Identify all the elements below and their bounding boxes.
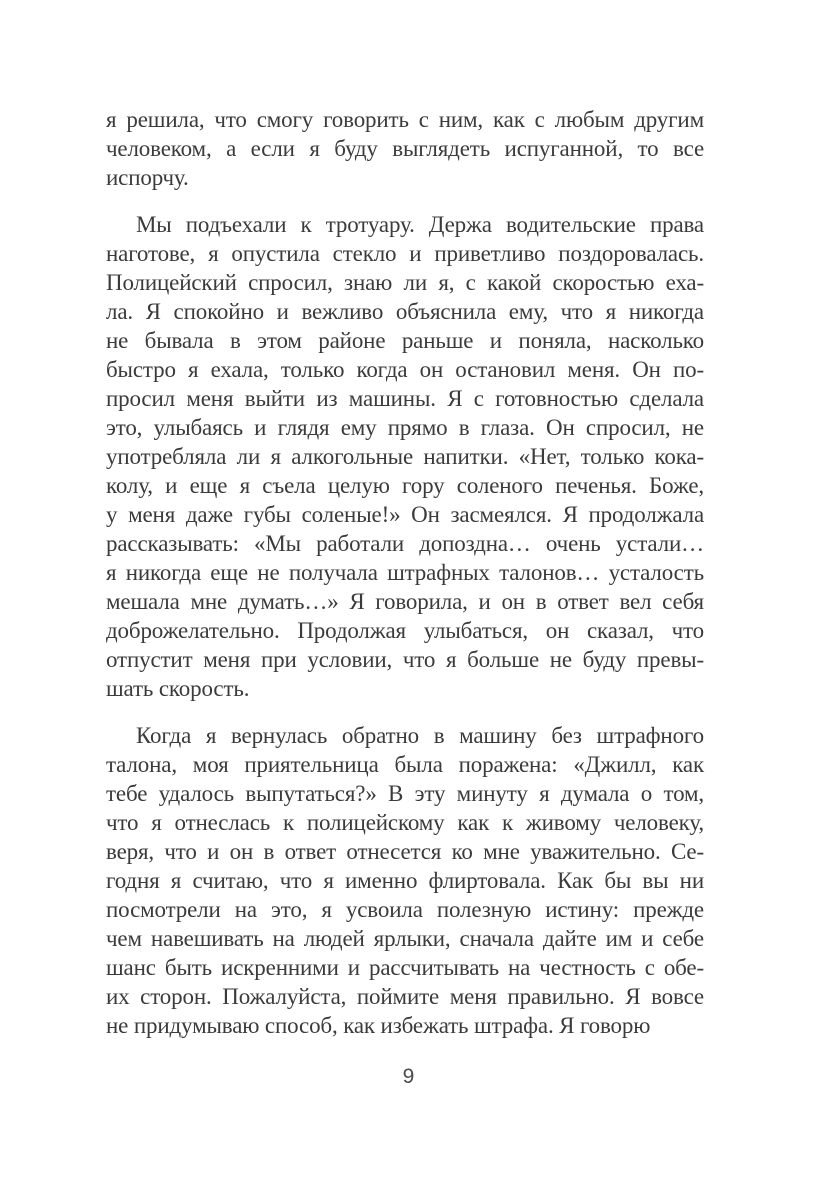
text-line: это, улыбаясь и глядя ему прямо в глаза. Он спросил, не xyxy=(106,415,704,440)
text-line: наготове, я опустила стекло и приветливо поздоровалась. xyxy=(106,241,704,266)
text-line: не бывала в этом районе раньше и поняла, насколько xyxy=(106,328,704,353)
text-line: я никогда еще не получала штрафных талонов… усталость xyxy=(106,560,704,585)
text-line: отпустит меня при условии, что я больше не буду превы- xyxy=(106,647,704,672)
text-line: у меня даже губы соленые!» Он засмеялся. Я продолжала xyxy=(106,502,704,527)
text-line: тебе удалось выпутаться?» В эту минуту я думала о том, xyxy=(106,781,704,806)
text-line: просил меня выйти из машины. Я с готовностью сделала xyxy=(106,386,704,411)
text-line: не придумываю способ, как избежать штрафа. Я говорю xyxy=(106,1013,651,1038)
paragraph xyxy=(106,105,704,192)
page-number: 9 xyxy=(402,1065,415,1088)
text-line: Мы подъехали к тротуару. Держа водительские права xyxy=(136,212,704,237)
text-line: доброжелательно. Продолжая улыбаться, он сказал, что xyxy=(106,618,704,643)
text-line: человеком, а если я буду выглядеть испуганной, то все xyxy=(106,136,704,161)
text-line: быстро я ехала, только когда он остановил меня. Он по- xyxy=(106,357,704,382)
text-line: талона, моя приятельница была поражена: «Джилл, как xyxy=(106,752,704,777)
text-line: Полицейский спросил, знаю ли я, с какой скоростью еха- xyxy=(106,270,704,295)
text-line: их сторон. Пожалуйста, поймите меня правильно. Я вовсе xyxy=(106,984,704,1009)
text-line: шать скорость. xyxy=(106,676,250,701)
text-line: я решила, что смогу говорить с ним, как с любым другим xyxy=(106,107,704,132)
text-line: колу, и еще я съела целую гору соленого печенья. Боже, xyxy=(106,473,704,498)
text-line: Когда я вернулась обратно в машину без штрафного xyxy=(136,723,704,748)
text-line: употребляла ли я алкогольные напитки. «Нет, только кока- xyxy=(106,444,704,469)
text-line: мешала мне думать…» Я говорила, и он в ответ вел себя xyxy=(106,589,704,614)
text-line: посмотрели на это, я усвоила полезную истину: прежде xyxy=(106,897,704,922)
text-line: веря, что и он в ответ отнесется ко мне уважительно. Се- xyxy=(106,839,704,864)
page-text xyxy=(106,105,704,1040)
text-line: чем навешивать на людей ярлыки, сначала дайте им и себе xyxy=(106,926,704,951)
text-line: годня я считаю, что я именно флиртовала. Как бы вы ни xyxy=(106,868,704,893)
text-line: что я отнеслась к полицейскому как к живому человеку, xyxy=(106,810,704,835)
text-line: рассказывать: «Мы работали допоздна… очень устали… xyxy=(106,531,704,556)
paragraph xyxy=(106,210,704,703)
text-line: ла. Я спокойно и вежливо объяснила ему, что я никогда xyxy=(106,299,704,324)
paragraph xyxy=(106,721,704,1040)
text-line: испорчу. xyxy=(106,165,189,190)
text-line: шанс быть искренними и рассчитывать на честность с обе- xyxy=(106,955,704,980)
